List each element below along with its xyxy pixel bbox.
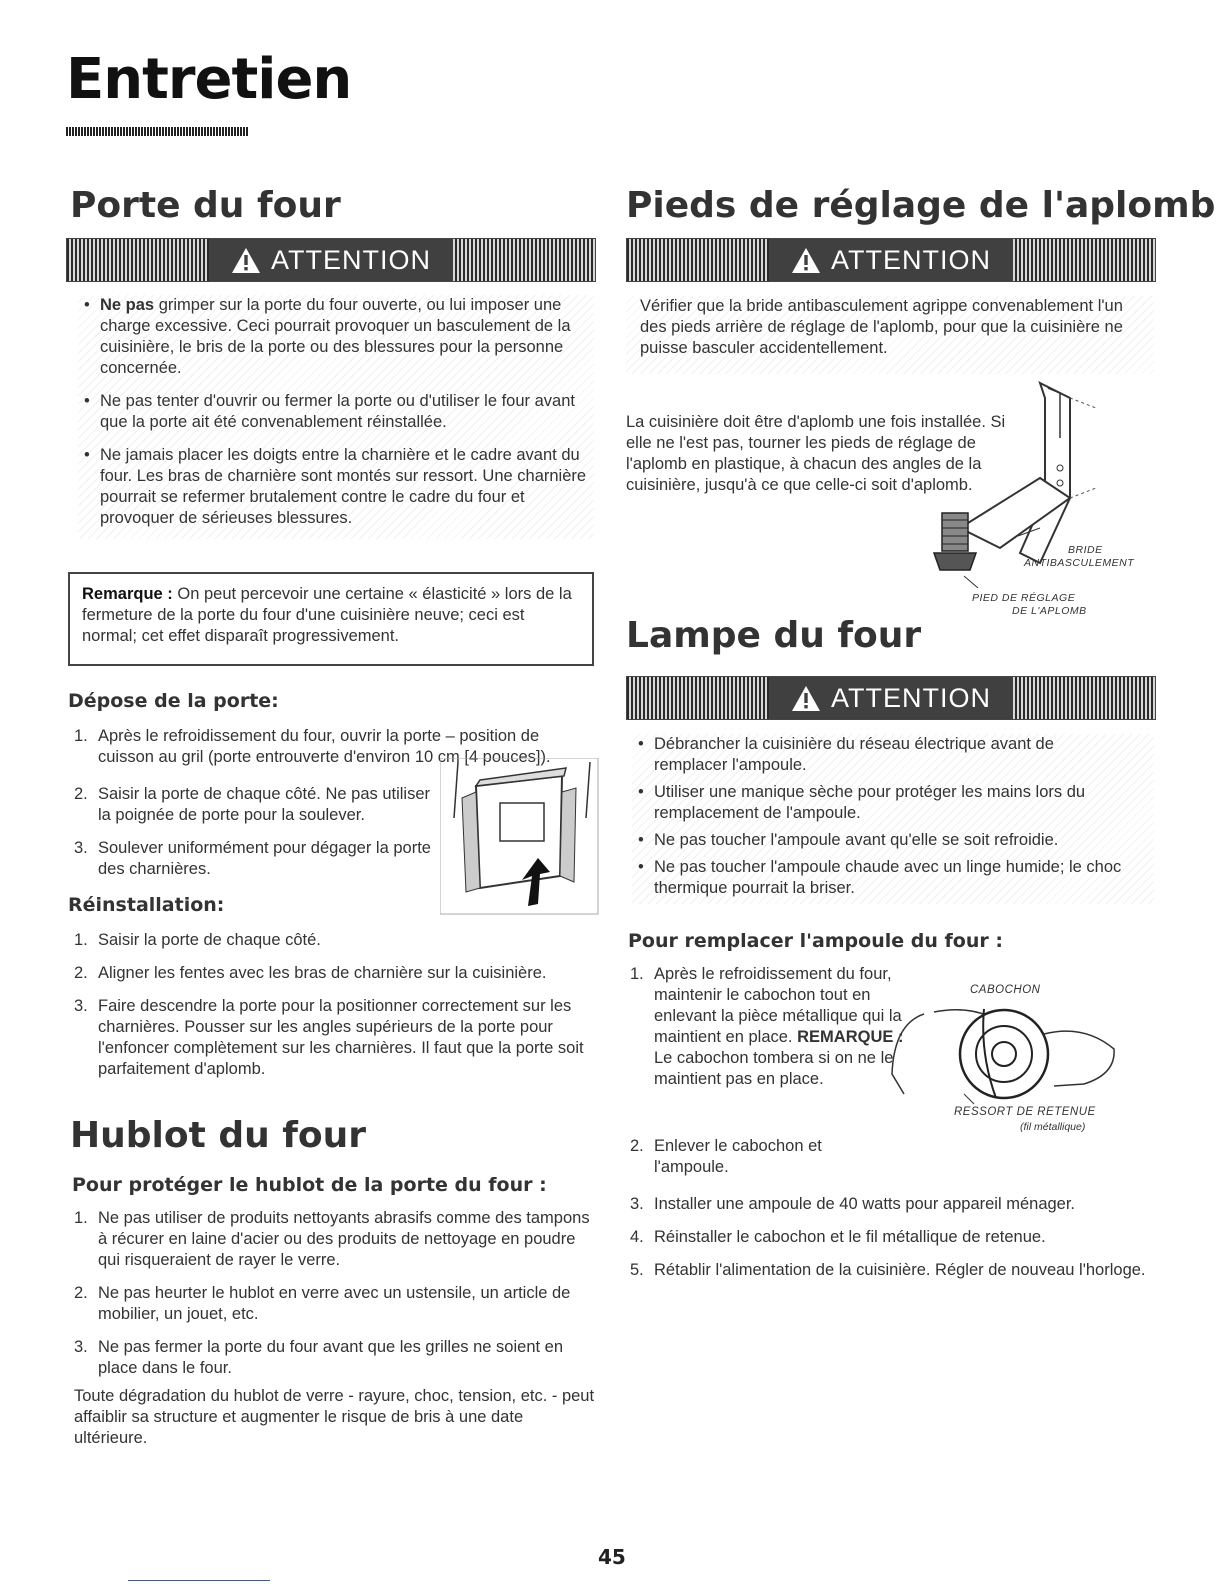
label-fil-metallique: (fil métallique) bbox=[1020, 1121, 1086, 1133]
lampe-steps-3-5: 3. Installer une ampoule de 40 watts pour appareil ménager. 4. Réinstaller le cabochon et le fil métallique de retenue. 5. Rétablir l'alimentation de la cuisinière. Régler de nouveau l'horloge. bbox=[630, 1195, 1146, 1279]
warning-item bbox=[78, 445, 594, 529]
attention-banner-porte bbox=[66, 238, 596, 282]
warning-box-porte bbox=[78, 295, 594, 539]
note-text: On peut percevoir une certaine « élasticité » lors de la fermeture de la porte du four d'une cuisinière neuve; ceci est normal; cet effet disparaît progressivement. bbox=[82, 585, 572, 645]
depose-step-1: 1. Après le refroidissement du four, ouvrir la porte – position de cuisson au gril (porte entrouverte d'environ 10 cm [4 pouces]). bbox=[74, 727, 551, 766]
warning-item: • Débrancher la cuisinière du réseau électrique avant de remplacer l'ampoule. bbox=[632, 734, 1124, 776]
attention-label-group bbox=[769, 239, 1013, 281]
oven-lamp-illustration bbox=[884, 994, 1120, 1114]
lampe-step-2: 2. Enlever le cabochon et l'ampoule. bbox=[630, 1137, 822, 1176]
attention-banner-lampe bbox=[626, 676, 1156, 720]
step-text: Enlever le cabochon et l'ampoule. bbox=[654, 1137, 822, 1176]
step-note-text: Le cabochon tombera si on ne le maintient pas en place. bbox=[654, 1049, 894, 1088]
attention-text: ATTENTION bbox=[831, 244, 991, 275]
heading-hublot: Hublot du four bbox=[70, 1115, 367, 1156]
oven-door-illustration bbox=[440, 758, 600, 916]
label-ressort: RESSORT DE RETENUE bbox=[954, 1106, 1096, 1118]
warning-text: Vérifier que la bride antibasculement agrippe convenablement l'un des pieds arrière de réglage de l'aplomb, pour que la cuisinière ne puisse basculer accidentellement. bbox=[640, 297, 1123, 357]
step-text: Faire descendre la porte pour la positionner correctement sur les charnières. Pousser sur les angles supérieurs de la porte pour l'enfoncer complètement sur les charnières. Il faut que la porte soit parfaitement d'aplomb. bbox=[98, 997, 584, 1078]
step-note-label: REMARQUE : bbox=[797, 1028, 904, 1046]
label-bride-1: BRIDE bbox=[1068, 544, 1103, 556]
step-text: Rétablir l'alimentation de la cuisinière. Régler de nouveau l'horloge. bbox=[654, 1261, 1146, 1279]
step-text: Après le refroidissement du four, maintenir le cabochon tout en enlevant la pièce métallique qui la maintient en place. bbox=[654, 965, 902, 1046]
reinstall-steps: 1. Saisir la porte de chaque côté. 2. Aligner les fentes avec les bras de charnière sur la cuisinière. 3. Faire descendre la porte pour la positionner correctement sur les charnières. Pousser sur les angles supérieurs de la porte pour l'enfoncer complètement sur les charnières. Il faut que la porte soit parfaitement d'aplomb. bbox=[74, 931, 584, 1078]
note-box bbox=[68, 572, 594, 666]
hublot-steps: 1. Ne pas utiliser de produits nettoyants abrasifs comme des tampons à récurer en laine d'acier ou des produits de nettoyage en poudre qui risqueraient de rayer le verre. 2. Ne pas heurter le hublot en verre avec un ustensile, un article de mobilier, un jouet, etc. 3. Ne pas fermer la porte du four avant que les grilles ne soient en place dans le four. bbox=[74, 1209, 590, 1377]
step-text: Après le refroidissement du four, ouvrir la porte – position de cuisson au gril (porte entrouverte d'environ 10 cm [4 pouces]). bbox=[98, 727, 551, 766]
label-cabochon: CABOCHON bbox=[970, 984, 1041, 996]
heading-proteger-hublot: Pour protéger le hublot de la porte du four : bbox=[72, 1174, 547, 1196]
attention-label-group bbox=[769, 677, 1013, 719]
warning-bold: Ne pas bbox=[100, 296, 155, 314]
heading-lampe-du-four: Lampe du four bbox=[626, 615, 922, 656]
depose-steps-2-3: 2. Saisir la porte de chaque côté. Ne pas utiliser la poignée de porte pour la soulever. 3. Soulever uniformément pour dégager la porte des charnières. bbox=[74, 785, 431, 878]
lampe-step-1: 1. Après le refroidissement du four, maintenir le cabochon tout en enlevant la pièce métallique qui la maintient en place. REMARQUE : Le cabochon tombera si on ne le maintient pas en place. bbox=[630, 965, 904, 1088]
step-text: Saisir la porte de chaque côté. bbox=[98, 931, 321, 949]
page-number: 45 bbox=[598, 1545, 626, 1569]
warning-item bbox=[78, 391, 594, 433]
step-text: Ne pas heurter le hublot en verre avec un ustensile, un article de mobilier, un jouet, etc. bbox=[98, 1284, 571, 1323]
title-underline bbox=[66, 127, 248, 136]
page-title: Entretien bbox=[66, 47, 352, 112]
footer-rule bbox=[128, 1580, 270, 1581]
warning-item bbox=[78, 295, 594, 379]
heading-reinstallation: Réinstallation: bbox=[68, 894, 225, 916]
warning-item: • Ne pas toucher l'ampoule avant qu'elle se soit refroidie. bbox=[632, 830, 1124, 851]
warning-triangle-icon bbox=[231, 247, 261, 274]
pieds-paragraph: La cuisinière doit être d'aplomb une fois installée. Si elle ne l'est pas, tourner les pieds de réglage de l'aplomb en plastique, à chacun des angles de la cuisinière, jusqu'à ce que celle-ci soit d'aplomb. bbox=[626, 413, 1006, 494]
warning-box-pieds bbox=[626, 296, 1154, 374]
warning-item: • Utiliser une manique sèche pour protéger les mains lors du remplacement de l'ampoule. bbox=[632, 782, 1124, 824]
attention-text: ATTENTION bbox=[831, 682, 991, 713]
label-pied-2: DE L'APLOMB bbox=[1012, 605, 1087, 617]
step-text: Ne pas fermer la porte du four avant que les grilles ne soient en place dans le four. bbox=[98, 1338, 564, 1377]
hublot-paragraph: Toute dégradation du hublot de verre - rayure, choc, tension, etc. - peut affaiblir sa structure et augmenter le risque de bris à une date ultérieure. bbox=[74, 1387, 595, 1447]
step-text: Saisir la porte de chaque côté. Ne pas utiliser la poignée de porte pour la soulever. bbox=[98, 785, 431, 824]
heading-pieds-reglage: Pieds de réglage de l'aplomb bbox=[626, 185, 1216, 226]
heading-depose: Dépose de la porte: bbox=[68, 690, 279, 712]
warning-text: Ne pas tenter d'ouvrir ou fermer la porte ou d'utiliser le four avant que la porte ait été convenablement réinstallée. bbox=[100, 392, 575, 431]
step-text: Installer une ampoule de 40 watts pour appareil ménager. bbox=[654, 1195, 1076, 1213]
warning-text: Ne jamais placer les doigts entre la charnière et le cadre avant du four. Les bras de charnière sont montés sur ressort. Une charnière pourrait se refermer brutalement contre le cadre du four et provoquer de sérieuses blessures. bbox=[100, 446, 587, 527]
warning-item: • Ne pas toucher l'ampoule chaude avec un linge humide; le choc thermique pourrait la briser. bbox=[632, 857, 1124, 899]
note-label: Remarque : bbox=[82, 585, 173, 603]
heading-porte-du-four: Porte du four bbox=[70, 185, 341, 226]
step-text: Ne pas utiliser de produits nettoyants abrasifs comme des tampons à récurer en laine d'acier ou des produits de nettoyage en poudre qui risqueraient de rayer le verre. bbox=[98, 1209, 590, 1269]
step-text: Aligner les fentes avec les bras de charnière sur la cuisinière. bbox=[98, 964, 547, 982]
warning-box-lampe bbox=[632, 734, 1154, 904]
step-text: Soulever uniformément pour dégager la porte des charnières. bbox=[98, 839, 431, 878]
heading-remplacer-ampoule: Pour remplacer l'ampoule du four : bbox=[628, 930, 1003, 952]
label-pied-1: PIED DE RÉGLAGE bbox=[972, 592, 1076, 604]
attention-label-group bbox=[209, 239, 453, 281]
warning-triangle-icon bbox=[791, 685, 821, 712]
label-bride-2: ANTIBASCULEMENT bbox=[1024, 557, 1135, 569]
attention-text: ATTENTION bbox=[271, 244, 431, 275]
warning-triangle-icon bbox=[791, 247, 821, 274]
warning-text: grimper sur la porte du four ouverte, ou lui imposer une charge excessive. Ceci pourrait provoquer un basculement de la cuisinière, le bris de la porte ou des blessures pour la personne concernée. bbox=[100, 296, 571, 377]
step-text: Réinstaller le cabochon et le fil métallique de retenue. bbox=[654, 1228, 1046, 1246]
attention-banner-pieds bbox=[626, 238, 1156, 282]
